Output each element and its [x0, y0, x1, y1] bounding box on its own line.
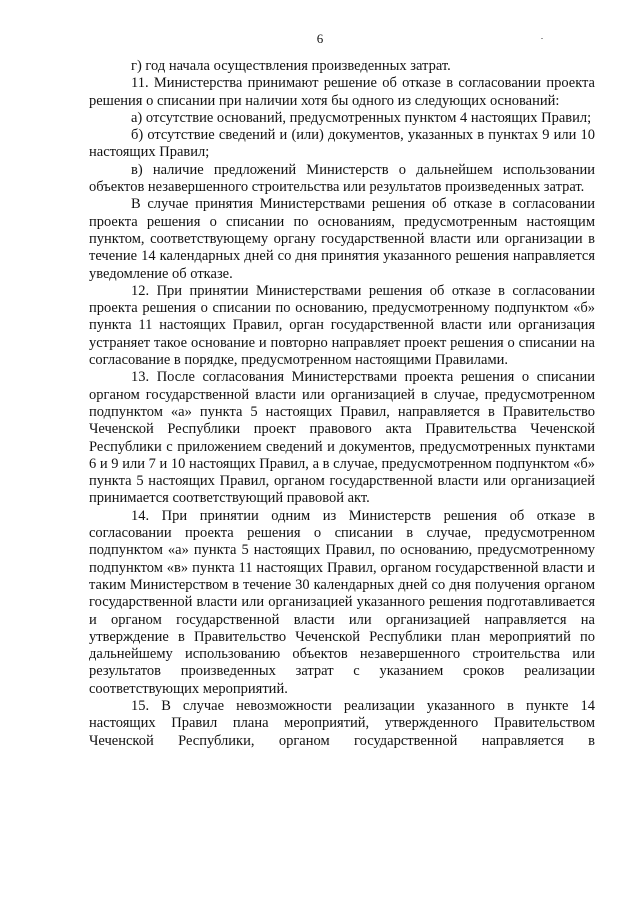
scan-mark — [541, 38, 543, 39]
paragraph-item-11: 11. Министерства принимают решение об отказе в согласовании проекта решения о списании при наличии хотя бы одного из следующих оснований: — [89, 75, 595, 109]
paragraph-subpoint-g: г) год начала осуществления произведенных затрат. — [131, 58, 451, 74]
paragraph-item-14: 14. При принятии одним из Министерств решения об отказе в согласовании проекта решения о списании в случае, предусмотренном подпунктом «а» пункта 5 настоящих Правил, по основанию, предусмотренному подпунктом «в» пункта 11 настоящих Правил, органом государственной власти и таким Министерством в течение 30 календарных дней со дня получения органом государственной власти или организацией указанного решения подготавливается и органом государственной власти или организацией направляется на утверждение в Правительство Чеченской Республики план мероприятий по дальнейшему использованию объектов незавершенного строительства или результатов произведенных затрат с указанием сроков реализации соответствующих мероприятий. — [89, 507, 595, 697]
paragraph-subpoint-b: б) отсутствие сведений и (или) документов, указанных в пунктах 9 или 10 настоящих Правил; — [89, 127, 595, 161]
paragraph-item-15: 15. В случае невозможности реализации указанного в пункте 14 настоящих Правил плана мероприятий, утвержденного Правительством Чеченской Республики, органом государственной направляется в — [89, 697, 595, 749]
paragraph-item-12: 12. При принятии Министерствами решения об отказе в согласовании проекта решения о списании по основанию, предусмотренному подпунктом «б» пункта 11 настоящих Правил, орган государственной власти или организация устраняет такое основание и повторно направляет проект решения о списании на согласование в порядке, предусмотренном настоящими Правилами. — [89, 282, 595, 369]
paragraph-refusal-notice: В случае принятия Министерствами решения об отказе в согласовании проекта решения о списании по основаниям, предусмотренным настоящим пунктом, соответствующему органу государственной власти или организации в течение 14 календарных дней со дня принятия указанного решения направляется уведомление об отказе. — [89, 196, 595, 282]
paragraph-subpoint-v: в) наличие предложений Министерств о дальнейшем использовании объектов незавершенного строительства или результатов произведенных затрат. — [89, 161, 595, 196]
paragraph-subpoint-a: а) отсутствие оснований, предусмотренных пунктом 4 настоящих Правил; — [131, 109, 592, 126]
page-number: 6 — [316, 31, 324, 46]
document-body — [89, 58, 595, 750]
paragraph-item-13: 13. После согласования Министерствами проекта решения о списании органом государственной власти или организацией в случае, предусмотренном подпунктом «а» пункта 5 настоящих Правил, направляется в Правительство Чеченской Республики проект правового акта Правительства Чеченской Республики с приложением сведений и документов, предусмотренных пунктами 6 и 9 или 7 и 10 настоящих Правил, а в случае, предусмотренном подпунктом «б» пункта 5 настоящих Правил, органом государственной власти или организацией принимается соответствующий правовой акт. — [89, 369, 595, 507]
